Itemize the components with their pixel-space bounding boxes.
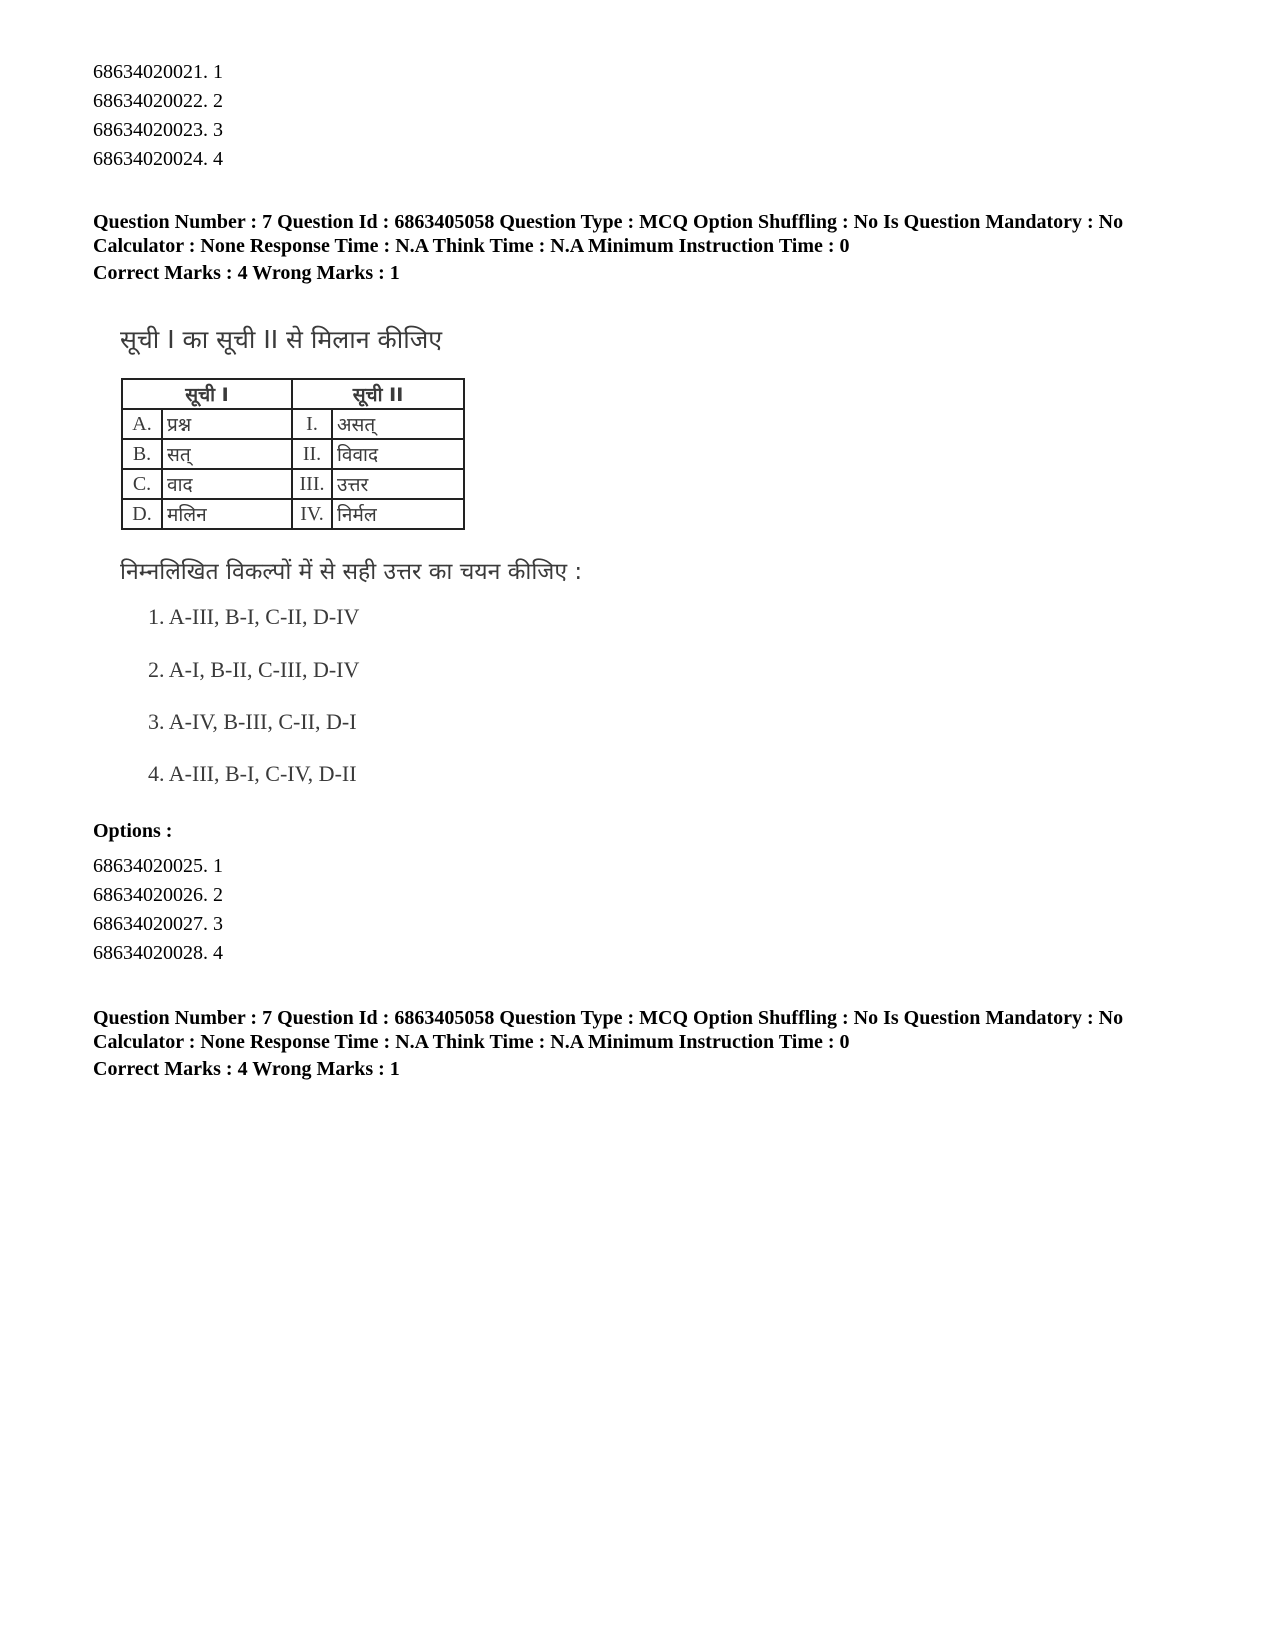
option-line: 68634020023. 3: [93, 119, 223, 141]
options-list: [93, 852, 223, 968]
next-question-meta-line-1: Question Number : 7 Question Id : 6863405058 Question Type : MCQ Option Shuffling : No Is Question Mandatory : No: [93, 1007, 1124, 1029]
previous-options-list: [93, 58, 223, 174]
question-instruction: निम्नलिखित विकल्पों में से सही उत्तर का चयन कीजिए :: [120, 559, 583, 585]
question-heading: सूची I का सूची II से मिलान कीजिए: [120, 325, 443, 354]
row-letter: D.: [122, 499, 162, 529]
row-letter: C.: [122, 469, 162, 499]
row-roman: III.: [292, 469, 332, 499]
row-letter: B.: [122, 439, 162, 469]
list-2-item: उत्तर: [332, 469, 464, 499]
options-label: Options :: [93, 820, 173, 842]
row-letter: A.: [122, 409, 162, 439]
match-table: [121, 378, 465, 530]
row-roman: IV.: [292, 499, 332, 529]
list-2-item: निर्मल: [332, 499, 464, 529]
list-1-item: वाद: [162, 469, 292, 499]
answer-choice-4: 4. A-III, B-I, C-IV, D-II: [148, 761, 357, 786]
table-row: [122, 469, 464, 499]
option-line: 68634020026. 2: [93, 884, 223, 906]
option-line: 68634020027. 3: [93, 913, 223, 935]
answer-choice-2: 2. A-I, B-II, C-III, D-IV: [148, 657, 360, 682]
option-line: 68634020028. 4: [93, 942, 223, 964]
table-row: [122, 499, 464, 529]
row-roman: I.: [292, 409, 332, 439]
list-2-item: विवाद: [332, 439, 464, 469]
question-marks: Correct Marks : 4 Wrong Marks : 1: [93, 262, 400, 284]
list-1-header: सूची I: [122, 379, 292, 409]
answer-choice-3: 3. A-IV, B-III, C-II, D-I: [148, 709, 357, 734]
next-question-metadata: [93, 1006, 1213, 1054]
option-line: 68634020024. 4: [93, 148, 223, 170]
question-meta-line-1: Question Number : 7 Question Id : 6863405058 Question Type : MCQ Option Shuffling : No Is Question Mandatory : No: [93, 211, 1124, 233]
answer-choice-1: 1. A-III, B-I, C-II, D-IV: [148, 604, 360, 629]
list-1-item: मलिन: [162, 499, 292, 529]
option-line: 68634020025. 1: [93, 855, 223, 877]
match-table-header-row: [122, 379, 464, 409]
table-row: [122, 439, 464, 469]
table-row: [122, 409, 464, 439]
list-2-item: असत्: [332, 409, 464, 439]
question-metadata: [93, 210, 1213, 258]
list-1-item: सत्: [162, 439, 292, 469]
list-1-item: प्रश्न: [162, 409, 292, 439]
option-line: 68634020021. 1: [93, 61, 223, 83]
question-meta-line-2: Calculator : None Response Time : N.A Think Time : N.A Minimum Instruction Time : 0: [93, 235, 850, 257]
option-line: 68634020022. 2: [93, 90, 223, 112]
next-question-meta-line-2: Calculator : None Response Time : N.A Think Time : N.A Minimum Instruction Time : 0: [93, 1031, 850, 1053]
row-roman: II.: [292, 439, 332, 469]
list-2-header: सूची II: [292, 379, 464, 409]
next-question-marks: Correct Marks : 4 Wrong Marks : 1: [93, 1058, 400, 1080]
question-image: [115, 316, 635, 816]
